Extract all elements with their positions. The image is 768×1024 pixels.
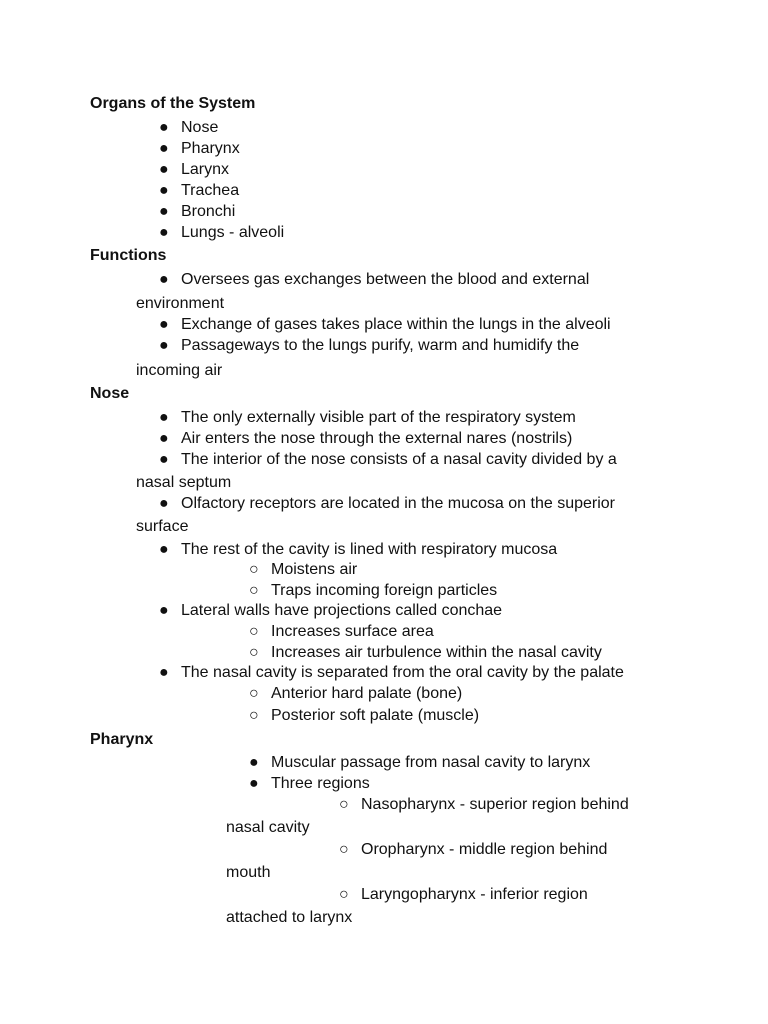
bullet-marker: ●	[159, 430, 169, 447]
list-item-text: Olfactory receptors are located in the mucosa on the superior	[181, 495, 615, 512]
list-item-continuation: environment	[136, 295, 225, 312]
list-item-text: Air enters the nose through the external nares (nostrils)	[181, 430, 573, 447]
list-item-text: Larynx	[181, 161, 230, 178]
section-heading-nose: Nose	[90, 385, 130, 402]
list-item-text: Pharynx	[181, 140, 240, 157]
bullet-marker: ●	[159, 161, 169, 178]
bullet-marker: ●	[159, 182, 169, 199]
list-item-text: Bronchi	[181, 203, 236, 220]
list-item-text: The nasal cavity is separated from the oral cavity by the palate	[181, 664, 624, 681]
sub-list-item-text: Laryngopharynx - inferior region	[361, 886, 588, 903]
list-item-text: Trachea	[181, 182, 240, 199]
bullet-marker: ●	[159, 224, 169, 241]
section-heading-organs: Organs of the System	[90, 95, 256, 112]
list-item-text: The only externally visible part of the respiratory system	[181, 409, 576, 426]
bullet-marker: ●	[159, 409, 169, 426]
bullet-marker: ●	[159, 541, 169, 558]
sub-list-item-text: Moistens air	[271, 561, 358, 578]
sub-list-item-continuation: nasal cavity	[226, 819, 310, 836]
section-heading-functions: Functions	[90, 247, 167, 264]
section-heading-pharynx: Pharynx	[90, 731, 154, 748]
list-item-text: Three regions	[271, 775, 370, 792]
list-item-text: Muscular passage from nasal cavity to larynx	[271, 754, 591, 771]
bullet-marker: ●	[159, 316, 169, 333]
list-item-text: Lateral walls have projections called conchae	[181, 602, 503, 619]
bullet-marker: ●	[159, 337, 169, 354]
list-item-text: Passageways to the lungs purify, warm and humidify the	[181, 337, 580, 354]
list-item-continuation: incoming air	[136, 362, 223, 379]
sub-list-item-text: Oropharynx - middle region behind	[361, 841, 608, 858]
list-item-text: Exchange of gases takes place within the lungs in the alveoli	[181, 316, 611, 333]
bullet-marker: ●	[159, 602, 169, 619]
sub-bullet-marker: ○	[249, 561, 259, 578]
list-item-continuation: nasal septum	[136, 474, 232, 491]
list-item-text: Lungs - alveoli	[181, 224, 285, 241]
list-item-text: The interior of the nose consists of a nasal cavity divided by a	[181, 451, 617, 468]
bullet-marker: ●	[249, 775, 259, 792]
sub-bullet-marker: ○	[339, 886, 349, 903]
sub-bullet-marker: ○	[249, 707, 259, 724]
bullet-marker: ●	[159, 119, 169, 136]
list-item-text: Oversees gas exchanges between the blood and external	[181, 271, 590, 288]
sub-list-item-continuation: attached to larynx	[226, 909, 353, 926]
sub-bullet-marker: ○	[249, 623, 259, 640]
sub-list-item-continuation: mouth	[226, 864, 271, 881]
sub-list-item-text: Nasopharynx - superior region behind	[361, 796, 629, 813]
bullet-marker: ●	[159, 664, 169, 681]
sub-bullet-marker: ○	[249, 644, 259, 661]
bullet-marker: ●	[159, 140, 169, 157]
sub-bullet-marker: ○	[339, 796, 349, 813]
sub-list-item-text: Increases surface area	[271, 623, 434, 640]
bullet-marker: ●	[159, 451, 169, 468]
sub-list-item-text: Anterior hard palate (bone)	[271, 685, 463, 702]
bullet-marker: ●	[159, 203, 169, 220]
bullet-marker: ●	[159, 271, 169, 288]
sub-list-item-text: Traps incoming foreign particles	[271, 582, 498, 599]
list-item-continuation: surface	[136, 518, 189, 535]
sub-list-item-text: Increases air turbulence within the nasal cavity	[271, 644, 602, 661]
list-item-text: Nose	[181, 119, 219, 136]
sub-list-item-text: Posterior soft palate (muscle)	[271, 707, 480, 724]
sub-bullet-marker: ○	[249, 582, 259, 599]
sub-bullet-marker: ○	[249, 685, 259, 702]
bullet-marker: ●	[249, 754, 259, 771]
sub-bullet-marker: ○	[339, 841, 349, 858]
list-item-text: The rest of the cavity is lined with respiratory mucosa	[181, 541, 558, 558]
bullet-marker: ●	[159, 495, 169, 512]
